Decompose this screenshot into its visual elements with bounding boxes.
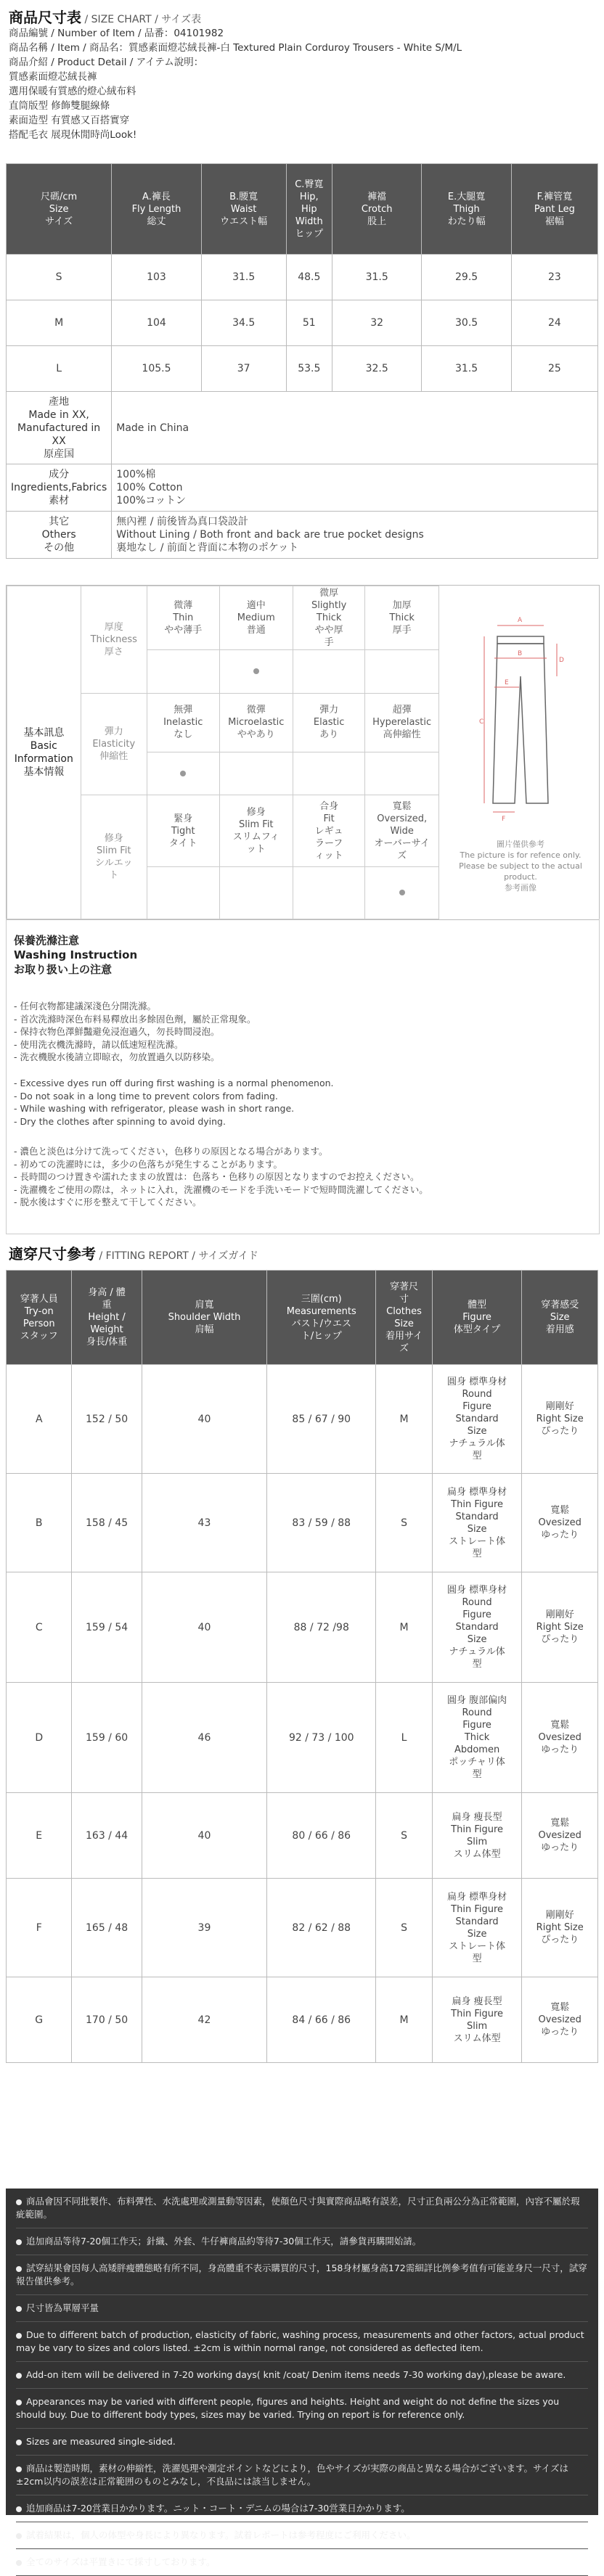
care-line: - Excessive dyes run off during first washing is a normal phenomenon. xyxy=(14,1078,334,1088)
fitting-header-cell: 肩寬 Shoulder Width 肩幅 xyxy=(142,1271,267,1365)
basic-info-indicator-cell xyxy=(293,650,364,693)
other-label: 其它 Others その他 xyxy=(7,512,112,559)
note-item xyxy=(16,2522,588,2549)
basic-info-thickness-option: 微薄 Thin やや薄手 xyxy=(147,586,219,650)
size-value-cell: 104 xyxy=(112,300,201,346)
basic-info-elasticity-option: 無彈 Inelastic なし xyxy=(147,693,219,752)
care-instructions-ja xyxy=(14,1145,428,1209)
care-line: - 濃色と淡色は分けて洗ってください，色移りの原因となる場合があります。 xyxy=(14,1146,328,1157)
note-item xyxy=(16,2549,588,2576)
note-item xyxy=(16,2295,588,2322)
fitting-figure-cell: 扁身 標準身材 Thin Figure Standard Size ストレート体 型 xyxy=(432,1879,522,1977)
size-chart-header-cell: A.褲長 Fly Length 総丈 xyxy=(112,164,201,255)
fitting-person-cell: A xyxy=(7,1365,72,1474)
fitting-shoulder-cell: 46 xyxy=(142,1683,267,1793)
bullet-icon xyxy=(16,2506,22,2512)
care-line: - 長時間のつけ置きや濡れたままの放置は：色落ち・色移りの原因となりますのでお控えください。 xyxy=(14,1171,420,1182)
note-item xyxy=(16,2189,588,2228)
size-chart-title-main: 商品尺寸表 xyxy=(9,9,81,26)
fitting-meas-cell: 80 / 66 / 86 xyxy=(267,1793,376,1879)
basic-info-elasticity-label: 彈力 Elasticity 伸縮性 xyxy=(81,693,147,795)
size-row xyxy=(7,346,598,392)
care-line: - 洗衣機脫水後請立即晾衣，勿放置過久以防移染。 xyxy=(14,1051,220,1062)
fitting-feel-cell: 剛剛好 Right Size ぴったり xyxy=(522,1879,598,1977)
size-chart-title xyxy=(9,6,201,27)
size-chart-header-cell: C.臀寬 Hip, Hip Width ヒップ xyxy=(286,164,332,255)
material-row xyxy=(7,464,598,512)
bullet-icon xyxy=(16,2373,22,2379)
fitting-person-cell: D xyxy=(7,1683,72,1793)
note-item xyxy=(16,2255,588,2295)
notes-panel xyxy=(6,2189,598,2567)
size-value-cell: 23 xyxy=(511,255,597,300)
fitting-figure-cell: 扁身 瘦長型 Thin Figure Slim スリム体型 xyxy=(432,1977,522,2063)
fitting-shoulder-cell: 40 xyxy=(142,1572,267,1683)
fitting-hw-cell: 152 / 50 xyxy=(72,1365,142,1474)
basic-info-fit-option: 修身 Slim Fit スリムフィ ット xyxy=(219,795,293,867)
care-line: - 任何衣物都建議深淺色分開洗滌。 xyxy=(14,1001,156,1012)
basic-info-elasticity-option: 彈力 Elastic あり xyxy=(293,693,364,752)
product-info-line: 商品名稱 / Item / 商品名：質感素面燈芯絨長褲-白 Textured Plain Corduroy Trousers - White S/M/L xyxy=(9,42,462,54)
note-item xyxy=(16,2322,588,2362)
selected-dot-icon xyxy=(180,771,186,776)
care-line: - 洗濯機をご使用の際は，ネットに入れ，洗濯機のモードを手洗いモードで短時間洗濯してください。 xyxy=(14,1184,428,1195)
product-info-line: 質感素面燈芯絨長褲 xyxy=(9,71,97,83)
material-label: 成分 Ingredients,Fabrics 素材 xyxy=(7,464,112,512)
fitting-figure-cell: 圓身 標準身材 Round Figure Standard Size ナチュラル体 型 xyxy=(432,1365,522,1474)
fitting-row xyxy=(7,1683,598,1793)
fitting-meas-cell: 83 / 59 / 88 xyxy=(267,1474,376,1572)
origin-row xyxy=(7,392,598,464)
fitting-header-cell: 穿著感受 Size 着用感 xyxy=(522,1271,598,1365)
fitting-person-cell: C xyxy=(7,1572,72,1683)
bullet-icon xyxy=(16,2466,22,2472)
basic-info-indicator-cell xyxy=(365,650,439,693)
note-item xyxy=(16,2495,588,2522)
basic-info-elasticity-option: 微彈 Microelastic ややあり xyxy=(219,693,293,752)
fitting-shoulder-cell: 42 xyxy=(142,1977,267,2063)
fitting-feel-cell: 寬鬆 Ovesized ゆったり xyxy=(522,1683,598,1793)
fitting-figure-cell: 圓身 標準身材 Round Figure Standard Size ナチュラル体 型 xyxy=(432,1572,522,1683)
size-value-cell: 51 xyxy=(286,300,332,346)
care-instructions-zh xyxy=(14,1000,256,1064)
material-value: 100%棉 100% Cotton 100%コットン xyxy=(112,464,598,512)
note-text: 追加商品等待7-20個工作天；針織、外套、牛仔褲商品約等待7-30個工作天，請參貨再購開始請。 xyxy=(26,2236,422,2247)
care-line: - 脱水後はすぐに形を整えて干してください。 xyxy=(14,1197,202,1207)
care-line: - Dry the clothes after spinning to avoid dying. xyxy=(14,1115,226,1127)
basic-info-indicator-cell xyxy=(293,867,364,919)
fitting-feel-cell: 寬鬆 Ovesized ゆったり xyxy=(522,1977,598,2063)
other-row xyxy=(7,512,598,559)
basic-info-indicator-cell xyxy=(147,752,219,795)
fitting-size-cell: M xyxy=(376,1365,433,1474)
trousers-icon xyxy=(448,607,593,825)
basic-info-fit-option: 寬鬆 Oversized, Wide オーバーサイ ズ xyxy=(365,795,439,867)
diagram-caption: 圖片僅供參考 The picture is for refence only. Please be subject to the actual product. 参考画像 xyxy=(459,840,582,893)
size-label-cell: S xyxy=(7,255,112,300)
fitting-header-cell: 體型 Figure 体型タイプ xyxy=(432,1271,522,1365)
note-text: 追加商品は7-20営業日かかります。ニット・コート・デニムの場合は7-30営業日かかります。 xyxy=(26,2503,410,2514)
fitting-size-cell: S xyxy=(376,1879,433,1977)
basic-info-indicator-cell xyxy=(147,867,219,919)
note-item xyxy=(16,2429,588,2456)
size-chart-header-cell: E.大腿寬 Thigh わたり幅 xyxy=(422,164,511,255)
trousers-diagram xyxy=(448,607,593,912)
fitting-row xyxy=(7,1365,598,1474)
size-row xyxy=(7,300,598,346)
basic-info-indicator-cell xyxy=(219,867,293,919)
fitting-size-cell: S xyxy=(376,1474,433,1572)
fitting-feel-cell: 寬鬆 Ovesized ゆったり xyxy=(522,1793,598,1879)
bullet-icon xyxy=(16,2400,22,2405)
product-info-line: 搭配毛衣 展現休閒時尚Look! xyxy=(9,129,137,141)
origin-value: Made in China xyxy=(112,392,598,464)
fitting-figure-cell: 圓身 腹部偏肉 Round Figure Thick Abdomen ポッチャリ体 型 xyxy=(432,1683,522,1793)
fitting-row xyxy=(7,1879,598,1977)
fitting-feel-cell: 剛剛好 Right Size ぴったり xyxy=(522,1365,598,1474)
size-label-cell: M xyxy=(7,300,112,346)
note-text: 商品は製造時期，素材の伸縮性，洗濯処理や測定ポイントなどにより，色やサイズが実際の商品と異なる場合がございます。サイズは±2cm以内の誤差は正常範囲のものとみなし，不良品には該当しません。 xyxy=(16,2463,569,2487)
size-row xyxy=(7,255,598,300)
bullet-icon xyxy=(16,2560,22,2566)
fitting-header-row xyxy=(7,1271,598,1365)
fitting-person-cell: E xyxy=(7,1793,72,1879)
fitting-meas-cell: 92 / 73 / 100 xyxy=(267,1683,376,1793)
fitting-header-cell: 身高 / 體 重 Height / Weight 身長/体重 xyxy=(72,1271,142,1365)
basic-info-thickness-option: 加厚 Thick 厚手 xyxy=(365,586,439,650)
bullet-icon xyxy=(16,2333,22,2339)
care-line: - 保持衣物色澤鮮豔避免浸泡過久，勿長時間浸泡。 xyxy=(14,1026,220,1037)
size-chart-header-cell: 尺碼/cm Size サイズ xyxy=(7,164,112,255)
fitting-feel-cell: 剛剛好 Right Size ぴったり xyxy=(522,1572,598,1683)
care-line: - Do not soak in a long time to prevent colors from fading. xyxy=(14,1090,278,1102)
care-instructions-en xyxy=(14,1077,334,1128)
product-info-line: 選用保暖有質感的燈心絨布料 xyxy=(9,86,136,97)
other-value: 無內裡 / 前後皆為真口袋設計 Without Lining / Both front and back are true pocket designs 裏地なし / 前面と背面に本物のポケット xyxy=(112,512,598,559)
note-item xyxy=(16,2389,588,2429)
basic-info-fit-option: 緊身 Tight タイト xyxy=(147,795,219,867)
fitting-header-cell: 三圍(cm) Measurements バスト/ウエス ト/ヒップ xyxy=(267,1271,376,1365)
note-text: Due to different batch of production, elasticity of fabric, washing process, measurements and other factors, actual product may be vary to sizes and colors listed. ±2cm is within normal range, not considered as deflected item. xyxy=(16,2329,584,2353)
basic-info-label: 基本訊息 Basic Information 基本情報 xyxy=(7,586,81,919)
fitting-meas-cell: 82 / 62 / 88 xyxy=(267,1879,376,1977)
fitting-row xyxy=(7,1793,598,1879)
fitting-table xyxy=(6,1270,598,2063)
diagram-letter-label: D xyxy=(559,657,564,664)
note-item xyxy=(16,2228,588,2255)
size-chart-header-cell: F.褲管寬 Pant Leg 裾幅 xyxy=(511,164,597,255)
fitting-shoulder-cell: 39 xyxy=(142,1879,267,1977)
fitting-shoulder-cell: 43 xyxy=(142,1474,267,1572)
note-text: Add-on item will be delivered in 7-20 working days( knit /coat/ Denim items needs 7-30 working day),please be aware. xyxy=(26,2369,566,2380)
product-info xyxy=(9,26,597,142)
care-panel xyxy=(6,919,600,1234)
diagram-letter-label: A xyxy=(518,617,523,624)
size-value-cell: 31.5 xyxy=(201,255,286,300)
care-line: - 首次洗滌時深色布料易釋放出多餘固色劑，屬於正常現象。 xyxy=(14,1013,256,1025)
care-title-en: Washing Instruction xyxy=(14,948,138,961)
basic-info-indicator-cell xyxy=(293,752,364,795)
fitting-size-cell: L xyxy=(376,1683,433,1793)
fitting-feel-cell: 寬鬆 Ovesized ゆったり xyxy=(522,1474,598,1572)
basic-info-fit-option: 合身 Fit レギュ ラーフ ィット xyxy=(293,795,364,867)
product-info-line: 素面造型 有質感又百搭實穿 xyxy=(9,115,130,126)
size-value-cell: 32 xyxy=(332,300,421,346)
size-label-cell: L xyxy=(7,346,112,392)
basic-info-thickness-label: 厚度 Thickness 厚さ xyxy=(81,586,147,694)
note-text: 試穿結果會因每人高矮胖瘦體態略有所不同，身高體重不表示購買的尺寸，158身材屬身高172需細詳比例參考值有可能並身尺一尺寸，試穿報告僅供參考。 xyxy=(16,2263,587,2286)
fitting-title xyxy=(9,1242,258,1263)
basic-info-panel xyxy=(6,585,600,920)
fitting-row xyxy=(7,1572,598,1683)
bullet-icon xyxy=(16,2533,22,2539)
note-item xyxy=(16,2456,588,2495)
note-text: 尺寸皆為單層平量 xyxy=(26,2302,99,2313)
size-value-cell: 48.5 xyxy=(286,255,332,300)
fitting-title-main: 適穿尺寸參考 xyxy=(9,1245,96,1263)
fitting-meas-cell: 85 / 67 / 90 xyxy=(267,1365,376,1474)
care-line: - 初めての洗濯時には，多少の色落ちが発生することがあります。 xyxy=(14,1158,282,1170)
fitting-hw-cell: 163 / 44 xyxy=(72,1793,142,1879)
fitting-header-cell: 穿著人員 Try-on Person スタッフ xyxy=(7,1271,72,1365)
fitting-hw-cell: 158 / 45 xyxy=(72,1474,142,1572)
size-value-cell: 37 xyxy=(201,346,286,392)
size-value-cell: 53.5 xyxy=(286,346,332,392)
size-value-cell: 24 xyxy=(511,300,597,346)
product-info-line: 商品編號 / Number of Item / 品番：04101982 xyxy=(9,28,224,39)
bullet-icon xyxy=(16,2239,22,2245)
size-chart-header-cell: B.腰寬 Waist ウエスト幅 xyxy=(201,164,286,255)
diagram-letter-label: C xyxy=(479,718,484,726)
size-value-cell: 103 xyxy=(112,255,201,300)
basic-info-indicator-cell xyxy=(147,650,219,693)
fitting-hw-cell: 170 / 50 xyxy=(72,1977,142,2063)
diagram-letter-label: B xyxy=(518,650,523,657)
basic-info-fit-label: 修身 Slim Fit シルエッ ト xyxy=(81,795,147,919)
bullet-icon xyxy=(16,2266,22,2272)
fitting-header-cell: 穿著尺 寸 Clothes Size 着用サイ ズ xyxy=(376,1271,433,1365)
selected-dot-icon xyxy=(253,668,259,674)
size-value-cell: 105.5 xyxy=(112,346,201,392)
care-line: - 使用洗衣機洗滌時，請以低速短程洗滌。 xyxy=(14,1038,184,1050)
fitting-figure-cell: 扁身 標準身材 Thin Figure Standard Size ストレート体 型 xyxy=(432,1474,522,1572)
size-value-cell: 29.5 xyxy=(422,255,511,300)
size-value-cell: 32.5 xyxy=(332,346,421,392)
size-value-cell: 34.5 xyxy=(201,300,286,346)
fitting-size-cell: M xyxy=(376,1572,433,1683)
product-info-line: 商品介紹 / Product Detail / アイテム說明： xyxy=(9,57,204,68)
basic-info-thickness-option: 微厚 Slightly Thick やや厚 手 xyxy=(293,586,364,650)
basic-info-indicator-cell xyxy=(365,867,439,919)
fitting-row xyxy=(7,1977,598,2063)
care-line: - While washing with refrigerator, please wash in short range. xyxy=(14,1103,295,1114)
fitting-hw-cell: 159 / 60 xyxy=(72,1683,142,1793)
basic-info-indicator-cell xyxy=(219,752,293,795)
bullet-icon xyxy=(16,2306,22,2312)
fitting-hw-cell: 159 / 54 xyxy=(72,1572,142,1683)
size-chart-header-row xyxy=(7,164,598,255)
selected-dot-icon xyxy=(399,890,405,895)
basic-info-elasticity-option: 超彈 Hyperelastic 高伸縮性 xyxy=(365,693,439,752)
basic-info-row-thickness xyxy=(7,586,439,650)
care-title xyxy=(14,933,137,977)
basic-info-indicator-cell xyxy=(365,752,439,795)
note-text: 全てのサイズは平置きにて採寸しております。 xyxy=(26,2556,216,2567)
fitting-shoulder-cell: 40 xyxy=(142,1793,267,1879)
basic-info-table xyxy=(7,586,439,919)
fitting-person-cell: F xyxy=(7,1879,72,1977)
note-text: 商品會因不同批製作、布料彈性、水洗處理或測量動等因素，使顏色尺寸與實際商品略有誤差，尺寸正負兩公分為正常範圍，內容不屬於瑕疵範圍。 xyxy=(16,2196,580,2220)
size-chart-table xyxy=(6,163,598,559)
note-item xyxy=(16,2362,588,2389)
fitting-title-sub: / FITTING REPORT / サイズガイド xyxy=(96,1250,258,1262)
care-title-ja: お取り扱い上の注意 xyxy=(14,963,113,976)
size-value-cell: 31.5 xyxy=(332,255,421,300)
product-info-line: 直筒版型 修飾雙腿線條 xyxy=(9,100,110,112)
fitting-person-cell: B xyxy=(7,1474,72,1572)
bullet-icon xyxy=(16,2440,22,2445)
fitting-row xyxy=(7,1474,598,1572)
care-title-zh: 保養洗滌注意 xyxy=(14,934,80,947)
size-chart-header-cell: 褲襠 Crotch 股上 xyxy=(332,164,421,255)
fitting-size-cell: M xyxy=(376,1977,433,2063)
fitting-person-cell: G xyxy=(7,1977,72,2063)
fitting-shoulder-cell: 40 xyxy=(142,1365,267,1474)
size-value-cell: 25 xyxy=(511,346,597,392)
fitting-meas-cell: 84 / 66 / 86 xyxy=(267,1977,376,2063)
fitting-size-cell: S xyxy=(376,1793,433,1879)
fitting-meas-cell: 88 / 72 /98 xyxy=(267,1572,376,1683)
fitting-figure-cell: 扁身 瘦長型 Thin Figure Slim スリム体型 xyxy=(432,1793,522,1879)
fitting-hw-cell: 165 / 48 xyxy=(72,1879,142,1977)
bullet-icon xyxy=(16,2199,22,2205)
size-value-cell: 30.5 xyxy=(422,300,511,346)
basic-info-thickness-option: 適中 Medium 普通 xyxy=(219,586,293,650)
origin-label: 產地 Made in XX, Manufactured in XX 原産国 xyxy=(7,392,112,464)
size-chart-title-sub: / SIZE CHART / サイズ表 xyxy=(81,14,202,25)
diagram-letter-label: F xyxy=(502,816,506,823)
diagram-letter-label: E xyxy=(505,679,509,686)
basic-info-indicator-cell xyxy=(219,650,293,693)
size-value-cell: 31.5 xyxy=(422,346,511,392)
note-text: Sizes are measured single-sided. xyxy=(26,2436,176,2447)
note-text: 試着結果は，個人の体型や身長により異なります。試着レポートは参考程度にご利用ください。 xyxy=(26,2530,416,2540)
note-text: Appearances may be varied with different people, figures and heights. Height and weight do not define the sizes you should buy. Due to different body types, sizes may be varied. Trying on report is for reference only. xyxy=(16,2396,560,2420)
